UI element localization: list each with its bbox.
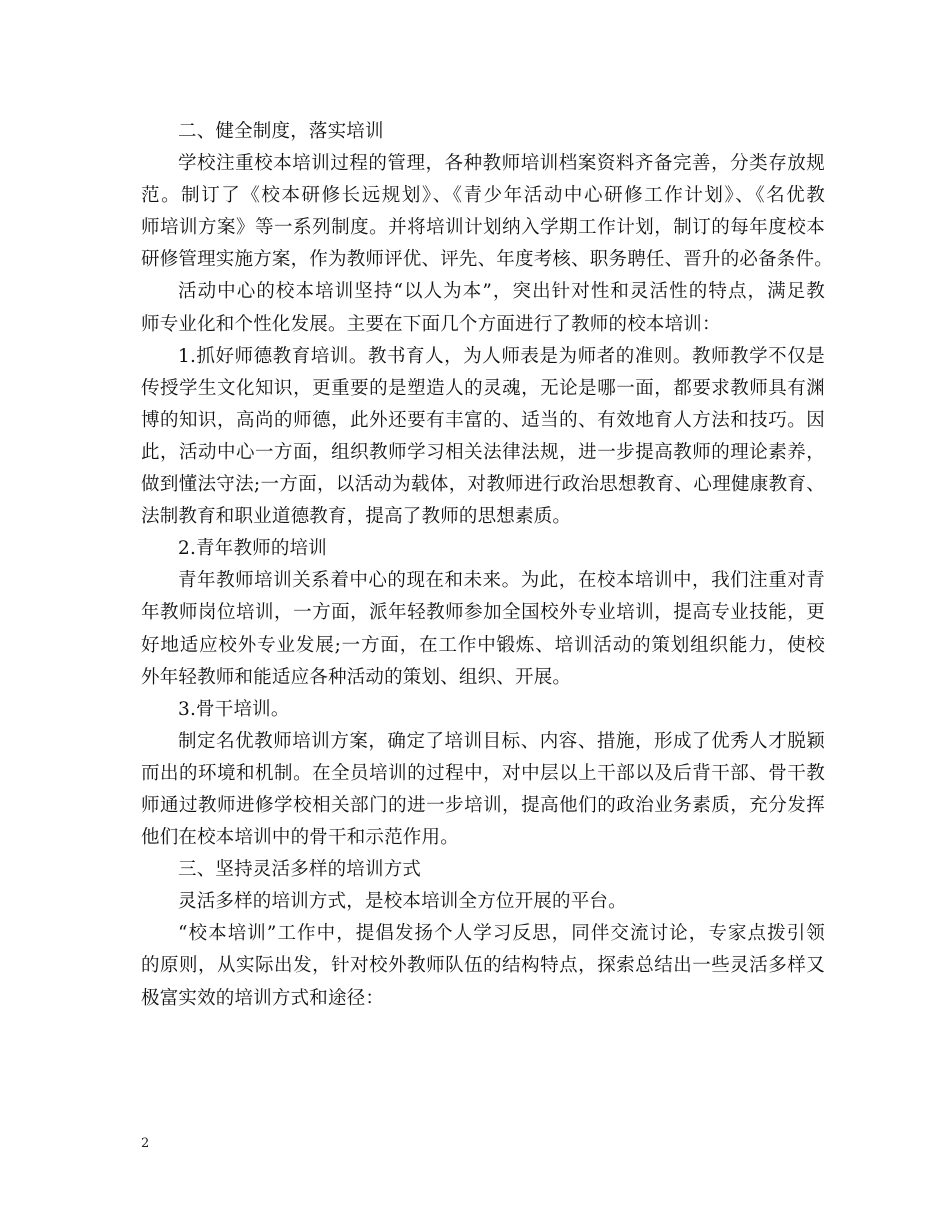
body-text-line: 而出的环境和机制。在全员培训的过程中，对中层以上干部以及后背干部、骨干教 bbox=[141, 762, 825, 784]
list-item-heading: 1.抓好师德教育培训。教书育人，为人师表是为师者的准则。教师教学不仅是 bbox=[178, 345, 825, 367]
body-text-line: 师培训方案》等一系列制度。并将培训计划纳入学期工作计划，制订的每年度校本 bbox=[141, 217, 825, 239]
body-text-line: 此，活动中心一方面，组织教师学习相关法律法规，进一步提高教师的理论素养， bbox=[141, 441, 825, 463]
body-text-line: 传授学生文化知识，更重要的是塑造人的灵魂，无论是哪一面，都要求教师具有渊 bbox=[141, 377, 825, 399]
body-text-line: 师专业化和个性化发展。主要在下面几个方面进行了教师的校本培训： bbox=[141, 313, 721, 335]
list-item-heading: 3.骨干培训。 bbox=[178, 698, 290, 720]
body-text-line: 外年轻教师和能适应各种活动的策划、组织、开展。 bbox=[141, 666, 572, 688]
body-text-line: 制定名优教师培训方案，确定了培训目标、内容、措施，形成了优秀人才脱颖 bbox=[178, 730, 825, 752]
document-body bbox=[141, 116, 833, 1015]
body-text-line: 法制教育和职业道德教育，提高了教师的思想素质。 bbox=[141, 506, 572, 528]
body-text-line: 活动中心的校本培训坚持“以人为本”，突出针对性和灵活性的特点，满足教 bbox=[178, 281, 825, 303]
body-text-line: 好地适应校外专业发展;一方面，在工作中锻炼、培训活动的策划组织能力，使校 bbox=[141, 634, 825, 656]
body-text-line: 师通过教师进修学校相关部门的进一步培训，提高他们的政治业务素质，充分发挥 bbox=[141, 794, 825, 816]
body-text-line: 年教师岗位培训，一方面，派年轻教师参加全国校外专业培训，提高专业技能，更 bbox=[141, 602, 825, 624]
body-text-line: 学校注重校本培训过程的管理，各种教师培训档案资料齐备完善，分类存放规 bbox=[178, 153, 825, 175]
body-text-line: 的原则，从实际出发，针对校外教师队伍的结构特点，探索总结出一些灵活多样又 bbox=[141, 955, 825, 977]
section-heading: 三、坚持灵活多样的培训方式 bbox=[178, 859, 422, 881]
body-text-line: 灵活多样的培训方式，是校本培训全方位开展的平台。 bbox=[178, 891, 627, 913]
page-number: 2 bbox=[141, 1136, 150, 1151]
body-text-line: 他们在校本培训中的骨干和示范作用。 bbox=[141, 827, 459, 849]
body-text-line: 博的知识，高尚的师德，此外还要有丰富的、适当的、有效地育人方法和技巧。因 bbox=[141, 409, 825, 431]
body-text-line: 范。制订了《校本研修长远规划》、《青少年活动中心研修工作计划》、《名优教 bbox=[141, 185, 825, 207]
body-text-line: 做到懂法守法;一方面，以活动为载体，对教师进行政治思想教育、心理健康教育、 bbox=[141, 474, 825, 496]
section-heading: 二、健全制度，落实培训 bbox=[178, 121, 384, 142]
body-text-line: 研修管理实施方案，作为教师评优、评先、年度考核、职务聘任、晋升的必备条件。 bbox=[141, 249, 833, 271]
list-item-heading: 2.青年教师的培训 bbox=[178, 538, 327, 560]
body-text-line: “校本培训”工作中，提倡发扬个人学习反思，同伴交流讨论，专家点拨引领 bbox=[178, 923, 825, 945]
body-text-line: 青年教师培训关系着中心的现在和未来。为此，在校本培训中，我们注重对青 bbox=[178, 570, 825, 592]
body-text-line: 极富实效的培训方式和途径： bbox=[141, 987, 385, 1009]
